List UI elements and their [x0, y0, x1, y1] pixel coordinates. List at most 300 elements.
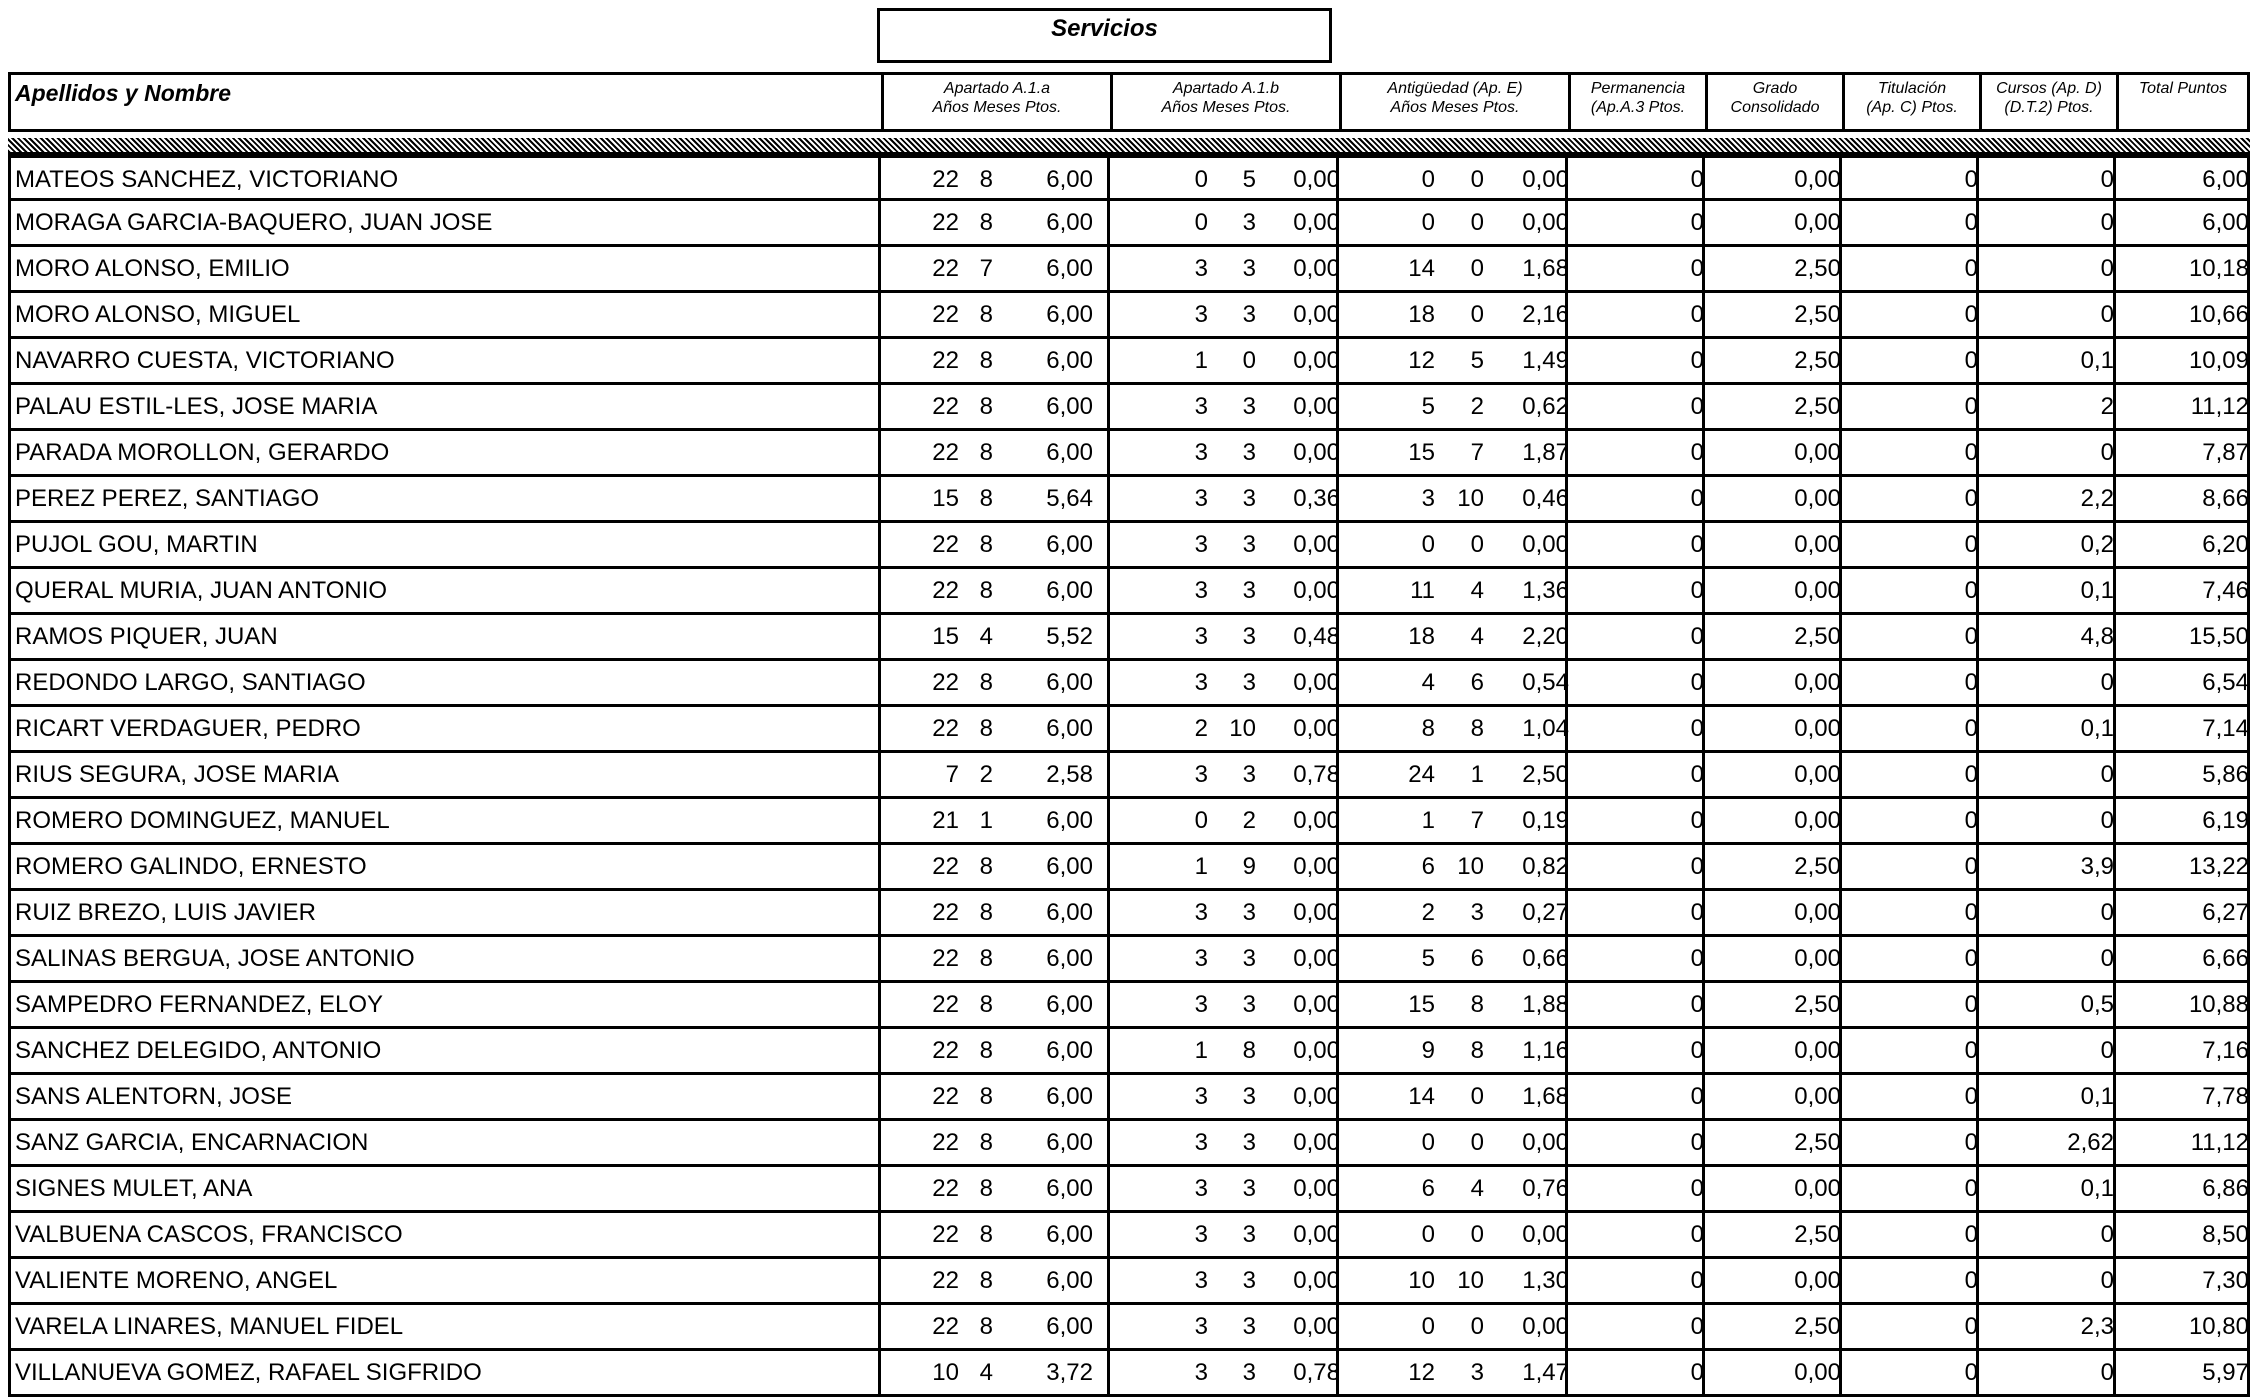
cell-cursos: 2,3 [2080, 1313, 2114, 1340]
cell-a1a-months: 4 [979, 623, 993, 650]
column-separator [1107, 707, 1110, 750]
cell-a1b-years: 3 [1194, 531, 1208, 558]
cell-a1b-points: 0,00 [1293, 899, 1340, 926]
cell-titulacion: 0 [1964, 1313, 1978, 1340]
cell-name: VALIENTE MORENO, ANGEL [15, 1267, 338, 1294]
cell-a1b-months: 0 [1242, 347, 1256, 374]
cell-name: PARADA MOROLLON, GERARDO [15, 439, 390, 466]
cell-a1b-years: 3 [1194, 899, 1208, 926]
cell-antig-months: 7 [1470, 807, 1484, 834]
cell-titulacion: 0 [1964, 577, 1978, 604]
cell-total: 10,80 [2188, 1313, 2249, 1340]
cell-a1b-months: 3 [1242, 669, 1256, 696]
cell-antig-years: 4 [1421, 669, 1435, 696]
header-antiguedad-line2: Años Meses Ptos. [1390, 99, 1520, 116]
cell-antig-months: 4 [1470, 577, 1484, 604]
header-titulacion-line1: Titulación [1877, 80, 1947, 97]
cell-a1a-points: 6,00 [1046, 1267, 1093, 1294]
cell-name: SANS ALENTORN, JOSE [15, 1083, 292, 1110]
cell-a1a-months: 8 [979, 1221, 993, 1248]
cell-a1a-months: 8 [979, 577, 993, 604]
cell-a1b-months: 3 [1242, 1083, 1256, 1110]
cell-total: 7,46 [2202, 577, 2249, 604]
cell-a1b-points: 0,00 [1293, 1267, 1340, 1294]
cell-a1a-years: 22 [932, 1129, 959, 1156]
cell-titulacion: 0 [1964, 761, 1978, 788]
cell-a1b-points: 0,00 [1293, 439, 1340, 466]
column-separator [1107, 247, 1110, 290]
cell-a1b-years: 0 [1194, 209, 1208, 236]
cell-titulacion: 0 [1964, 853, 1978, 880]
cell-titulacion: 0 [1964, 1037, 1978, 1064]
column-separator [878, 661, 881, 704]
cell-a1b-years: 3 [1194, 1175, 1208, 1202]
cell-a1a-months: 8 [979, 301, 993, 328]
cell-a1b-years: 1 [1194, 853, 1208, 880]
cell-a1b-years: 3 [1194, 485, 1208, 512]
cell-antig-months: 1 [1470, 761, 1484, 788]
cell-a1a-months: 2 [979, 761, 993, 788]
cell-name: RAMOS PIQUER, JUAN [15, 623, 278, 650]
cell-antig-years: 2 [1421, 899, 1435, 926]
cell-name: VARELA LINARES, MANUEL FIDEL [15, 1313, 404, 1340]
cell-grado: 2,50 [1794, 1221, 1841, 1248]
cell-cursos: 0 [2100, 1359, 2114, 1386]
cell-total: 5,86 [2202, 761, 2249, 788]
cell-permanencia: 0 [1690, 531, 1704, 558]
hatched-divider [8, 138, 2250, 152]
cell-a1b-months: 3 [1242, 761, 1256, 788]
column-separator [1107, 1259, 1110, 1302]
header-a1a-line2: Años Meses Ptos. [932, 99, 1062, 116]
table-row [8, 339, 2250, 385]
cell-grado: 0,00 [1794, 1175, 1841, 1202]
cell-a1a-points: 6,00 [1046, 1037, 1093, 1064]
column-separator [878, 477, 881, 520]
cell-a1b-years: 0 [1194, 807, 1208, 834]
cell-a1a-years: 22 [932, 301, 959, 328]
cell-titulacion: 0 [1964, 209, 1978, 236]
cell-a1a-months: 8 [979, 1175, 993, 1202]
cell-antig-months: 0 [1470, 531, 1484, 558]
cell-a1b-years: 3 [1194, 1129, 1208, 1156]
column-separator [878, 891, 881, 934]
cell-antig-months: 7 [1470, 439, 1484, 466]
column-separator [878, 799, 881, 842]
cell-a1a-points: 6,00 [1046, 1313, 1093, 1340]
cell-total: 7,16 [2202, 1037, 2249, 1064]
table-row [8, 937, 2250, 983]
cell-grado: 2,50 [1794, 347, 1841, 374]
header-cursos [1979, 75, 2116, 129]
column-separator [878, 1167, 881, 1210]
cell-antig-years: 10 [1408, 1267, 1435, 1294]
cell-a1a-years: 22 [932, 347, 959, 374]
cell-grado: 0,00 [1794, 166, 1841, 193]
cell-a1a-years: 22 [932, 1083, 959, 1110]
cell-cursos: 0 [2100, 166, 2114, 193]
cell-name: SANCHEZ DELEGIDO, ANTONIO [15, 1037, 382, 1064]
cell-name: RIUS SEGURA, JOSE MARIA [15, 761, 340, 788]
cell-total: 6,86 [2202, 1175, 2249, 1202]
cell-a1b-months: 3 [1242, 1221, 1256, 1248]
cell-titulacion: 0 [1964, 715, 1978, 742]
column-separator [1107, 799, 1110, 842]
cell-a1a-months: 4 [979, 1359, 993, 1386]
header-a1b-line2: Años Meses Ptos. [1161, 99, 1291, 116]
cell-a1b-points: 0,00 [1293, 209, 1340, 236]
cell-a1a-years: 22 [932, 853, 959, 880]
cell-a1a-years: 22 [932, 531, 959, 558]
column-separator [1107, 1167, 1110, 1210]
table-row [8, 477, 2250, 523]
cell-a1b-months: 3 [1242, 439, 1256, 466]
cell-antig-months: 3 [1470, 899, 1484, 926]
column-separator [1107, 293, 1110, 336]
cell-antig-months: 10 [1457, 1267, 1484, 1294]
cell-antig-years: 5 [1421, 393, 1435, 420]
cell-a1a-points: 6,00 [1046, 715, 1093, 742]
cell-total: 6,19 [2202, 807, 2249, 834]
cell-a1b-points: 0,00 [1293, 807, 1340, 834]
cell-a1b-months: 3 [1242, 301, 1256, 328]
header-grado [1705, 75, 1842, 129]
table-row [8, 1259, 2250, 1305]
cell-titulacion: 0 [1964, 945, 1978, 972]
cell-cursos: 0,1 [2080, 347, 2114, 374]
cell-permanencia: 0 [1690, 1037, 1704, 1064]
column-separator [1107, 1213, 1110, 1256]
cell-antig-years: 6 [1421, 1175, 1435, 1202]
column-separator [878, 201, 881, 244]
cell-name: PALAU ESTIL-LES, JOSE MARIA [15, 393, 378, 420]
cell-titulacion: 0 [1964, 301, 1978, 328]
cell-cursos: 0 [2100, 255, 2114, 282]
cell-cursos: 0 [2100, 301, 2114, 328]
cell-antig-months: 10 [1457, 485, 1484, 512]
table-row [8, 983, 2250, 1029]
column-separator [1107, 431, 1110, 474]
cell-a1b-months: 2 [1242, 807, 1256, 834]
column-separator [878, 753, 881, 796]
cell-cursos: 0 [2100, 899, 2114, 926]
column-separator [878, 293, 881, 336]
header-antiguedad-line1: Antigüedad (Ap. E) [1387, 80, 1523, 97]
cell-a1b-months: 3 [1242, 393, 1256, 420]
cell-antig-months: 0 [1470, 255, 1484, 282]
cell-permanencia: 0 [1690, 1083, 1704, 1110]
cell-cursos: 0 [2100, 669, 2114, 696]
cell-antig-years: 18 [1408, 301, 1435, 328]
column-separator [878, 1305, 881, 1348]
cell-name: RUIZ BREZO, LUIS JAVIER [15, 899, 316, 926]
cell-total: 7,87 [2202, 439, 2249, 466]
cell-antig-points: 0,00 [1522, 1221, 1569, 1248]
cell-a1b-months: 3 [1242, 899, 1256, 926]
cell-titulacion: 0 [1964, 1175, 1978, 1202]
header-titulacion [1842, 75, 1979, 129]
cell-cursos: 0,1 [2080, 1083, 2114, 1110]
cell-a1a-months: 1 [979, 807, 993, 834]
cell-titulacion: 0 [1964, 166, 1978, 193]
table-row [8, 753, 2250, 799]
cell-a1a-months: 8 [979, 715, 993, 742]
cell-antig-points: 1,36 [1522, 577, 1569, 604]
cell-total: 6,00 [2202, 209, 2249, 236]
cell-permanencia: 0 [1690, 439, 1704, 466]
cell-a1a-years: 22 [932, 209, 959, 236]
table-row [8, 1121, 2250, 1167]
cell-a1a-points: 6,00 [1046, 166, 1093, 193]
column-separator [1107, 1075, 1110, 1118]
cell-name: SIGNES MULET, ANA [15, 1175, 253, 1202]
cell-a1b-points: 0,00 [1293, 669, 1340, 696]
cell-a1a-years: 22 [932, 945, 959, 972]
cell-total: 11,12 [2190, 393, 2249, 420]
column-separator [878, 569, 881, 612]
table-row [8, 385, 2250, 431]
cell-antig-points: 1,68 [1522, 1083, 1569, 1110]
cell-grado: 0,00 [1794, 209, 1841, 236]
cell-a1a-years: 22 [932, 1037, 959, 1064]
table-row [8, 293, 2250, 339]
column-separator [1107, 523, 1110, 566]
cell-name: MORO ALONSO, MIGUEL [15, 301, 301, 328]
header-cursos-line1: Cursos (Ap. D) [1996, 80, 2102, 97]
cell-antig-years: 0 [1421, 1313, 1435, 1340]
cell-a1a-months: 8 [979, 1129, 993, 1156]
cell-titulacion: 0 [1964, 623, 1978, 650]
column-separator [878, 247, 881, 290]
cell-a1a-years: 15 [932, 485, 959, 512]
cell-permanencia: 0 [1690, 1267, 1704, 1294]
cell-cursos: 2,62 [2067, 1129, 2114, 1156]
cell-antig-points: 0,82 [1522, 853, 1569, 880]
column-separator [878, 1075, 881, 1118]
cell-a1a-points: 6,00 [1046, 1129, 1093, 1156]
cell-antig-months: 0 [1470, 166, 1484, 193]
cell-antig-points: 1,47 [1522, 1359, 1569, 1386]
cell-grado: 2,50 [1794, 853, 1841, 880]
cell-a1b-years: 2 [1194, 715, 1208, 742]
cell-antig-points: 1,88 [1522, 991, 1569, 1018]
cell-a1b-months: 5 [1242, 166, 1256, 193]
cell-antig-months: 8 [1470, 715, 1484, 742]
cell-titulacion: 0 [1964, 899, 1978, 926]
cell-name: SAMPEDRO FERNANDEZ, ELOY [15, 991, 384, 1018]
column-separator [878, 1121, 881, 1164]
cell-permanencia: 0 [1690, 1175, 1704, 1202]
cell-a1b-points: 0,36 [1293, 485, 1340, 512]
table-row [8, 615, 2250, 661]
cell-cursos: 0,1 [2080, 715, 2114, 742]
column-separator [1107, 661, 1110, 704]
cell-grado: 0,00 [1794, 669, 1841, 696]
cell-grado: 0,00 [1794, 761, 1841, 788]
cell-a1b-months: 3 [1242, 1313, 1256, 1340]
cell-a1b-months: 3 [1242, 1175, 1256, 1202]
cell-a1b-years: 3 [1194, 255, 1208, 282]
table-row [8, 1075, 2250, 1121]
cell-cursos: 0 [2100, 807, 2114, 834]
cell-antig-months: 0 [1470, 1221, 1484, 1248]
cell-a1b-years: 3 [1194, 1083, 1208, 1110]
table-row [8, 569, 2250, 615]
cell-a1b-months: 10 [1229, 715, 1256, 742]
cell-antig-years: 15 [1408, 991, 1435, 1018]
cell-antig-points: 1,87 [1522, 439, 1569, 466]
column-separator [1107, 891, 1110, 934]
cell-a1a-months: 8 [979, 531, 993, 558]
cell-total: 7,30 [2202, 1267, 2249, 1294]
cell-grado: 0,00 [1794, 1267, 1841, 1294]
cell-antig-years: 18 [1408, 623, 1435, 650]
cell-name: VALBUENA CASCOS, FRANCISCO [15, 1221, 403, 1248]
cell-titulacion: 0 [1964, 1267, 1978, 1294]
cell-a1b-points: 0,78 [1293, 761, 1340, 788]
header-a1a [881, 75, 1110, 129]
cell-cursos: 0 [2100, 1267, 2114, 1294]
table-row [8, 201, 2250, 247]
cell-total: 11,12 [2190, 1129, 2249, 1156]
cell-a1a-points: 6,00 [1046, 255, 1093, 282]
cell-permanencia: 0 [1690, 1129, 1704, 1156]
cell-a1b-years: 3 [1194, 577, 1208, 604]
cell-antig-months: 0 [1470, 209, 1484, 236]
cell-a1a-months: 8 [979, 393, 993, 420]
cell-antig-points: 0,76 [1522, 1175, 1569, 1202]
cell-antig-points: 0,46 [1522, 485, 1569, 512]
cell-a1a-years: 22 [932, 669, 959, 696]
cell-grado: 2,50 [1794, 255, 1841, 282]
cell-a1a-points: 6,00 [1046, 807, 1093, 834]
cell-total: 5,97 [2202, 1359, 2249, 1386]
cell-a1b-years: 3 [1194, 1359, 1208, 1386]
column-separator [878, 1259, 881, 1302]
cell-a1a-points: 6,00 [1046, 301, 1093, 328]
cell-antig-months: 10 [1457, 853, 1484, 880]
cell-a1a-years: 10 [932, 1359, 959, 1386]
column-separator [1107, 339, 1110, 382]
cell-a1a-years: 22 [932, 899, 959, 926]
cell-a1a-months: 8 [979, 1267, 993, 1294]
column-separator [878, 707, 881, 750]
column-separator [878, 983, 881, 1026]
header-antiguedad [1339, 75, 1568, 129]
cell-a1b-points: 0,00 [1293, 393, 1340, 420]
cell-a1a-years: 22 [932, 255, 959, 282]
cell-titulacion: 0 [1964, 669, 1978, 696]
cell-name: MORAGA GARCIA-BAQUERO, JUAN JOSE [15, 209, 493, 236]
cell-antig-months: 0 [1470, 1313, 1484, 1340]
table-row [8, 1029, 2250, 1075]
cell-a1b-months: 3 [1242, 945, 1256, 972]
cell-a1b-months: 8 [1242, 1037, 1256, 1064]
cell-grado: 2,50 [1794, 301, 1841, 328]
column-separator [1107, 201, 1110, 244]
column-separator [1107, 158, 1110, 201]
cell-antig-years: 0 [1421, 166, 1435, 193]
cell-name: MORO ALONSO, EMILIO [15, 255, 290, 282]
cell-a1a-months: 8 [979, 853, 993, 880]
header-a1b [1110, 75, 1339, 129]
cell-a1b-years: 1 [1194, 1037, 1208, 1064]
cell-antig-points: 2,20 [1522, 623, 1569, 650]
cell-total: 10,66 [2188, 301, 2249, 328]
cell-titulacion: 0 [1964, 1359, 1978, 1386]
cell-antig-months: 6 [1470, 945, 1484, 972]
cell-antig-points: 2,16 [1522, 301, 1569, 328]
cell-a1b-points: 0,00 [1293, 1037, 1340, 1064]
cell-a1a-years: 22 [932, 991, 959, 1018]
cell-a1b-points: 0,00 [1293, 945, 1340, 972]
cell-antig-months: 0 [1470, 1083, 1484, 1110]
table-row [8, 845, 2250, 891]
column-separator [1107, 937, 1110, 980]
cell-a1a-points: 6,00 [1046, 209, 1093, 236]
cell-grado: 0,00 [1794, 531, 1841, 558]
cell-a1a-years: 22 [932, 166, 959, 193]
cell-a1a-points: 5,64 [1046, 485, 1093, 512]
cell-titulacion: 0 [1964, 1129, 1978, 1156]
cell-titulacion: 0 [1964, 991, 1978, 1018]
cell-a1b-points: 0,00 [1293, 577, 1340, 604]
header-a1b-line1: Apartado A.1.b [1172, 80, 1280, 97]
header-permanencia [1568, 75, 1705, 129]
cell-antig-months: 0 [1470, 1129, 1484, 1156]
cell-a1a-points: 6,00 [1046, 1083, 1093, 1110]
table-row [8, 1213, 2250, 1259]
cell-antig-months: 8 [1470, 991, 1484, 1018]
cell-name: REDONDO LARGO, SANTIAGO [15, 669, 366, 696]
column-separator [878, 1213, 881, 1256]
cell-a1b-points: 0,00 [1293, 991, 1340, 1018]
cell-antig-points: 0,27 [1522, 899, 1569, 926]
header-permanencia-line1: Permanencia [1590, 80, 1686, 97]
cell-antig-months: 8 [1470, 1037, 1484, 1064]
cell-grado: 0,00 [1794, 1037, 1841, 1064]
cell-a1b-months: 9 [1242, 853, 1256, 880]
cell-permanencia: 0 [1690, 715, 1704, 742]
cell-a1b-points: 0,48 [1293, 623, 1340, 650]
cell-a1b-points: 0,78 [1293, 1359, 1340, 1386]
cell-a1a-years: 22 [932, 577, 959, 604]
cell-a1a-points: 6,00 [1046, 1221, 1093, 1248]
header-a1a-line1: Apartado A.1.a [943, 80, 1051, 97]
cell-antig-points: 0,66 [1522, 945, 1569, 972]
cell-total: 10,09 [2188, 347, 2249, 374]
cell-permanencia: 0 [1690, 255, 1704, 282]
cell-cursos: 0,1 [2080, 1175, 2114, 1202]
cell-a1a-points: 6,00 [1046, 1175, 1093, 1202]
cell-a1a-points: 5,52 [1046, 623, 1093, 650]
cell-a1a-months: 8 [979, 209, 993, 236]
cell-a1a-months: 8 [979, 439, 993, 466]
cell-antig-points: 1,16 [1522, 1037, 1569, 1064]
header-grado-line1: Grado [1752, 80, 1798, 97]
cell-a1a-years: 21 [932, 807, 959, 834]
cell-grado: 2,50 [1794, 623, 1841, 650]
column-separator [1107, 385, 1110, 428]
column-separator [1107, 983, 1110, 1026]
cell-total: 6,00 [2202, 166, 2249, 193]
cell-a1a-points: 3,72 [1046, 1359, 1093, 1386]
cell-a1b-months: 3 [1242, 1267, 1256, 1294]
cell-a1b-months: 3 [1242, 255, 1256, 282]
cell-total: 6,54 [2202, 669, 2249, 696]
cell-total: 6,66 [2202, 945, 2249, 972]
cell-antig-years: 9 [1421, 1037, 1435, 1064]
